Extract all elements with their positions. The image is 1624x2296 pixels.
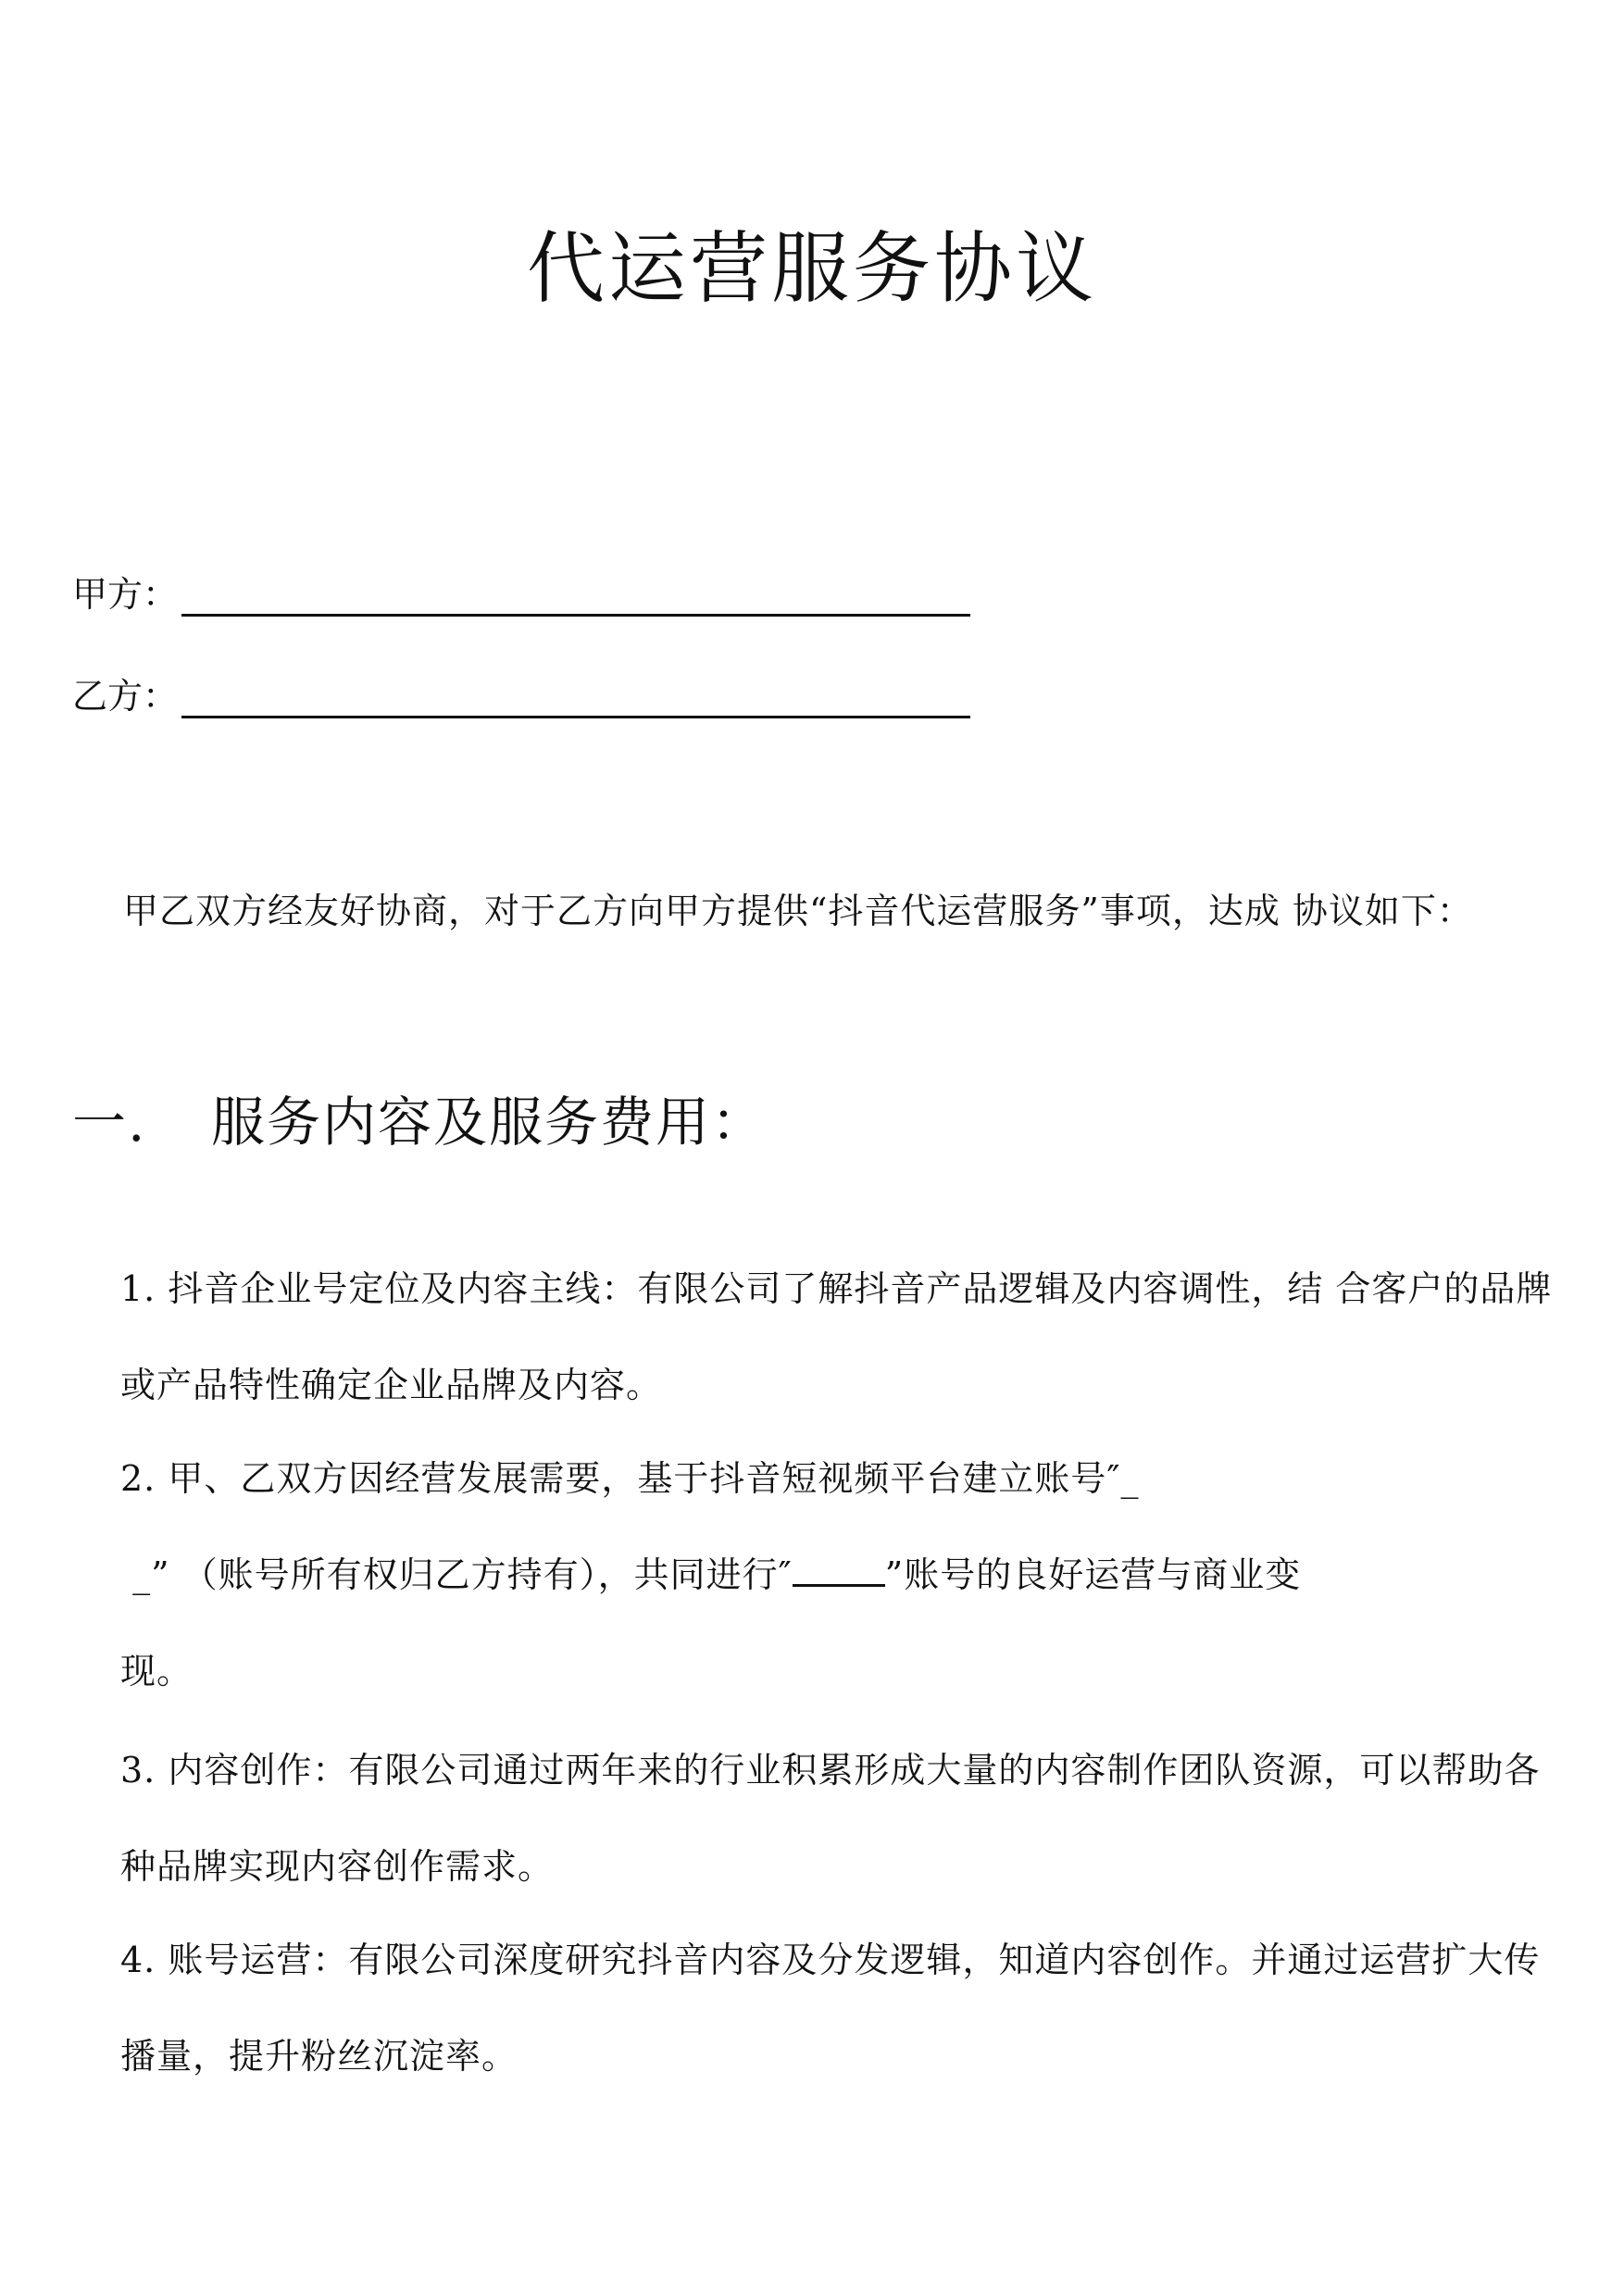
item-2-line-1: 2. 甲、乙双方因经营发展需要，基于抖音短视频平台建立账号″_	[120, 1458, 1140, 1499]
party-a-blank	[181, 582, 970, 617]
item-2-line-3: 现。	[120, 1651, 194, 1691]
section-heading	[72, 1091, 767, 1155]
party-b-label: 乙方：	[72, 676, 179, 717]
section-title: 服务内容及服务费用：	[211, 1091, 768, 1154]
party-a-line	[72, 574, 970, 617]
item-3: 3. 内容创作：有限公司通过两年来的行业积累形成大量的内容制作团队资源，可以帮助各种品牌实现内容创作需求。	[120, 1750, 1541, 1887]
section-number: 一.	[72, 1091, 147, 1154]
item-2-line-2	[120, 1527, 1554, 1623]
item-2	[120, 1430, 1554, 1719]
party-b-line	[72, 676, 970, 718]
document-title: 代运营服务协议	[526, 223, 1097, 314]
item-1: 1. 抖音企业号定位及内容主线：有限公司了解抖音产品逻辑及内容调性，结 合客户的品牌或产品特性确定企业品牌及内容。	[120, 1268, 1553, 1405]
item-2-line-2a: _” （账号所有权归乙方持有），共同进行″	[132, 1554, 793, 1595]
item-2-line-2b: ”账号的良好运营与商业变	[884, 1554, 1302, 1595]
party-a-label: 甲方：	[72, 574, 179, 615]
item-4: 4. 账号运营：有限公司深度研究抖音内容及分发逻辑，知道内容创作。并通过运营扩大传播量，提升粉丝沉淀率。	[120, 1940, 1541, 2077]
item-2-blank	[793, 1556, 885, 1587]
intro-paragraph: 甲乙双方经友好协商，对于乙方向甲方提供“抖音代运营服务”事项，达成 协议如下：	[123, 891, 1473, 931]
party-b-blank	[181, 684, 970, 718]
